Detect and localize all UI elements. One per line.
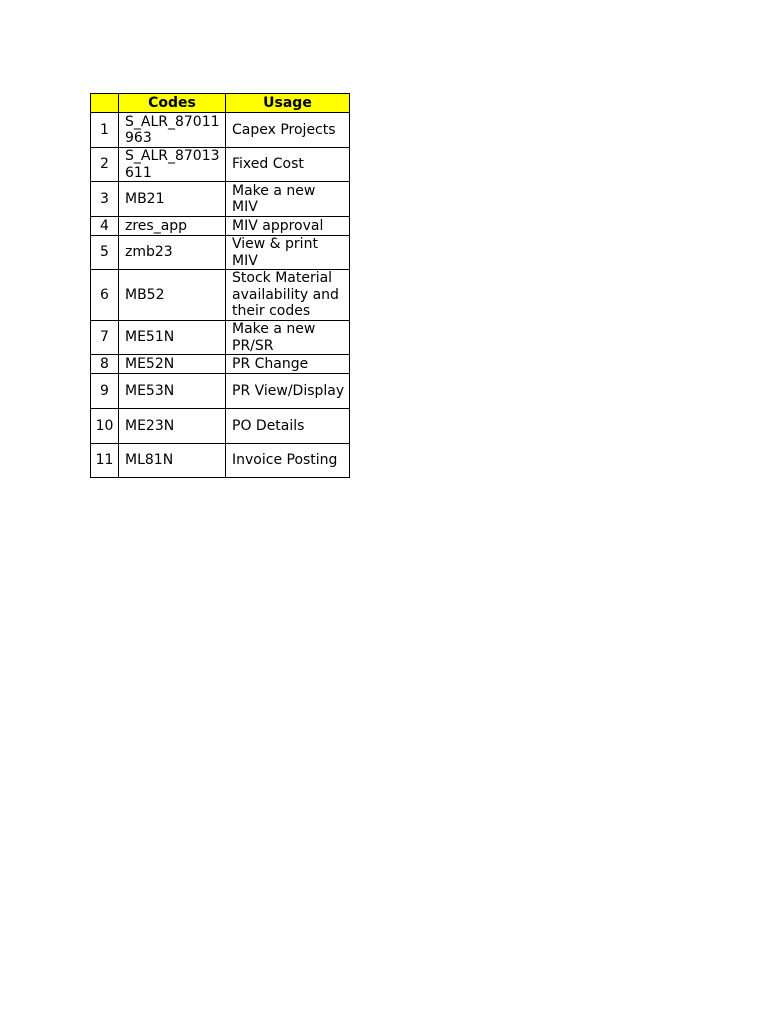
- row-usage: Capex Projects: [226, 113, 350, 148]
- table-row: [91, 182, 350, 217]
- header-number: [91, 94, 119, 113]
- table-row: [91, 236, 350, 270]
- table-row: [91, 148, 350, 182]
- table-row: [91, 355, 350, 374]
- header-codes: Codes: [119, 94, 226, 113]
- table-row: [91, 270, 350, 321]
- row-code: ME52N: [119, 355, 226, 374]
- row-usage: Fixed Cost: [226, 148, 350, 182]
- row-usage: View & print MIV: [226, 236, 350, 270]
- row-code: zres_app: [119, 217, 226, 236]
- table-header-row: [91, 94, 350, 113]
- row-code: S_ALR_87013611: [119, 148, 226, 182]
- row-code: S_ALR_87011963: [119, 113, 226, 148]
- row-number: 3: [91, 182, 119, 217]
- row-code: ML81N: [119, 444, 226, 478]
- row-number: 5: [91, 236, 119, 270]
- row-number: 8: [91, 355, 119, 374]
- row-usage: Stock Material availability and their codes: [226, 270, 350, 321]
- row-usage: PR Change: [226, 355, 350, 374]
- row-number: 6: [91, 270, 119, 321]
- row-usage: PR View/Display: [226, 374, 350, 409]
- row-number: 10: [91, 409, 119, 444]
- row-code: MB21: [119, 182, 226, 217]
- codes-table-container: [90, 93, 350, 478]
- table-row: [91, 113, 350, 148]
- row-number: 7: [91, 321, 119, 355]
- table-row: [91, 217, 350, 236]
- row-number: 4: [91, 217, 119, 236]
- row-code: ME51N: [119, 321, 226, 355]
- row-number: 11: [91, 444, 119, 478]
- codes-table: [90, 93, 350, 478]
- table-row: [91, 374, 350, 409]
- row-code: ME53N: [119, 374, 226, 409]
- row-number: 2: [91, 148, 119, 182]
- row-code: zmb23: [119, 236, 226, 270]
- row-usage: MIV approval: [226, 217, 350, 236]
- row-code: ME23N: [119, 409, 226, 444]
- row-usage: Make a new PR/SR: [226, 321, 350, 355]
- row-number: 9: [91, 374, 119, 409]
- row-code: MB52: [119, 270, 226, 321]
- table-row: [91, 321, 350, 355]
- row-usage: PO Details: [226, 409, 350, 444]
- row-usage: Make a new MIV: [226, 182, 350, 217]
- row-usage: Invoice Posting: [226, 444, 350, 478]
- row-number: 1: [91, 113, 119, 148]
- table-row: [91, 444, 350, 478]
- header-usage: Usage: [226, 94, 350, 113]
- table-row: [91, 409, 350, 444]
